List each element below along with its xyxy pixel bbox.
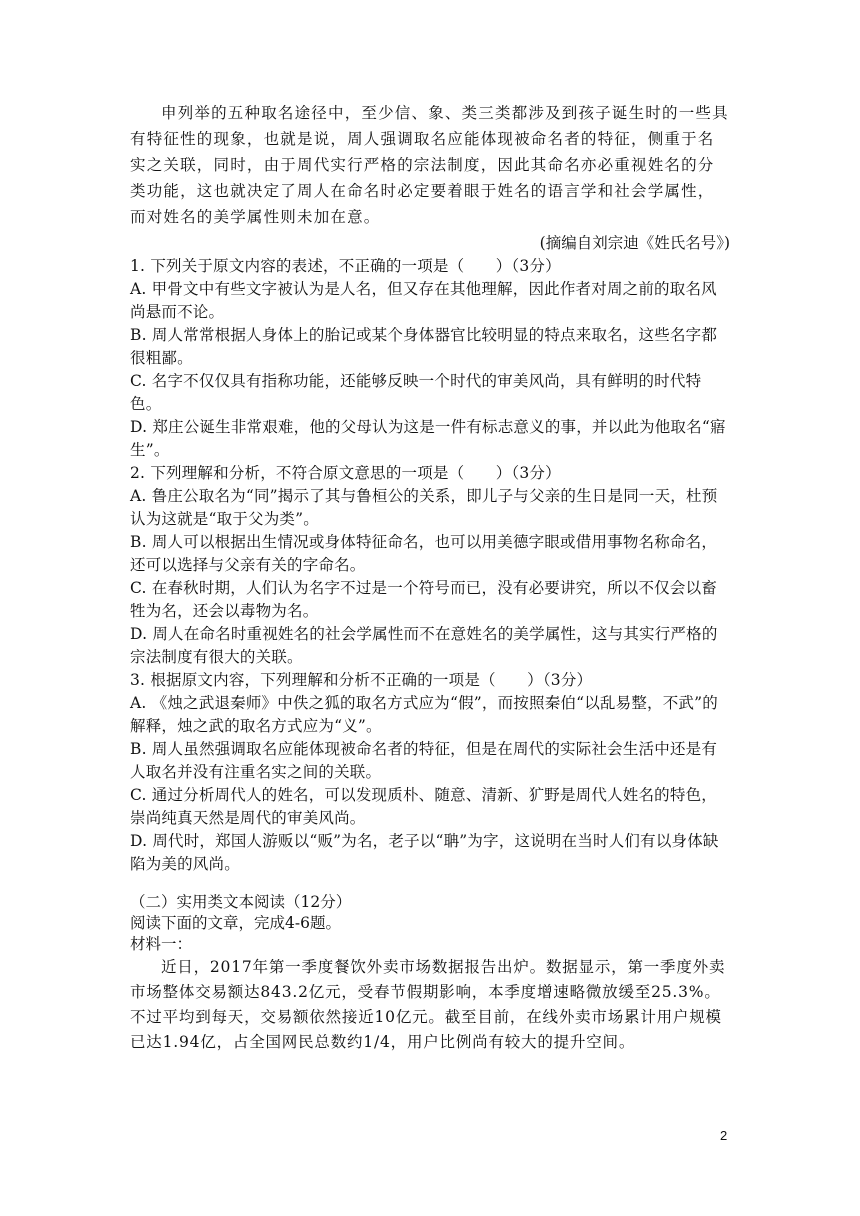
question-option: B. 周人虽然强调取名应能体现被命名者的特征，但是在周代的实际社会生活中还是有人取名并没有注重名实之间的关联。 bbox=[130, 740, 718, 781]
question-option: B. 周人常常根据人身体上的胎记或某个身体器官比较明显的特点来取名，这些名字都很粗鄙。 bbox=[130, 326, 718, 367]
question-option: D. 郑庄公诞生非常艰难，他的父母认为这是一件有标志意义的事，并以此为他取名“寤生”。 bbox=[130, 418, 726, 459]
question-1 bbox=[130, 255, 730, 462]
question-stem: 2. 下列理解和分析，不符合原文意思的一项是（ ）（3分） bbox=[130, 464, 561, 482]
question-option: C. 名字不仅仅具有指称功能，还能够反映一个时代的审美风尚，具有鲜明的时代特色。 bbox=[130, 372, 702, 413]
page-content bbox=[130, 100, 730, 1055]
page-number: 2 bbox=[720, 1128, 728, 1143]
passage-source: (摘编自刘宗迪《姓氏名号》) bbox=[539, 234, 730, 252]
question-2 bbox=[130, 462, 730, 669]
passage-paragraph: 申列举的五种取名途径中，至少信、象、类三类都涉及到孩子诞生时的一些具有特征性的现象，也就是说，周人强调取名应能体现被命名者的特征，侧重于名实之关联，同时，由于周代实行严格的宗法制度，因此其命名亦必重视姓名的分类功能，这也就决定了周人在命名时必定要着眼于姓名的语言学和社会学属性，而对姓名的美学属性则未加在意。 bbox=[130, 104, 729, 226]
question-3 bbox=[130, 669, 730, 876]
question-option: A. 甲骨文中有些文字被认为是人名，但又存在其他理解，因此作者对周之前的取名风尚悬而不论。 bbox=[130, 280, 717, 321]
material-paragraph: 近日，2017年第一季度餐饮外卖市场数据报告出炉。数据显示，第一季度外卖市场整体交易额达843.2亿元，受春节假期影响，本季度增速略微放缓至25.3%。不过平均到每天，交易额依然接近10亿元。截至目前，在线外卖市场累计用户规模已达1.94亿，占全国网民总数约1/4，用户比例尚有较大的提升空间。 bbox=[130, 958, 726, 1051]
section-instruction: 阅读下面的文章，完成4-6题。 bbox=[130, 914, 341, 932]
question-option: C. 在春秋时期，人们认为名字不过是一个符号而已，没有必要讲究，所以不仅会以畜牲为名，还会以毒物为名。 bbox=[130, 579, 717, 620]
question-stem: 3. 根据原文内容，下列理解和分析不正确的一项是（ ）（3分） bbox=[130, 671, 593, 689]
question-option: D. 周代时，郑国人游贩以“贩”为名，老子以“聃”为字，这说明在当时人们有以身体缺陷为美的风尚。 bbox=[130, 832, 719, 873]
section-2 bbox=[130, 892, 730, 1055]
question-stem: 1. 下列关于原文内容的表述，不正确的一项是（ ）（3分） bbox=[130, 257, 561, 275]
section-heading: （二）实用类文本阅读（12分） bbox=[130, 893, 352, 911]
question-option: D. 周人在命名时重视姓名的社会学属性而不在意姓名的美学属性，这与其实行严格的宗法制度有很大的关联。 bbox=[130, 625, 718, 666]
question-option: A. 《烛之武退秦师》中佚之狐的取名方式应为“假”，而按照秦伯“以乱易整，不武”的解释，烛之武的取名方式应为“义”。 bbox=[130, 694, 718, 735]
section-gap bbox=[130, 876, 730, 892]
question-option: C. 通过分析周代人的姓名，可以发现质朴、随意、清新、犷野是周代人姓名的特色，崇尚纯真天然是周代的审美风尚。 bbox=[130, 786, 717, 827]
question-option: B. 周人可以根据出生情况或身体特征命名，也可以用美德字眼或借用事物名称命名，还可以选择与父亲有关的字命名。 bbox=[130, 533, 718, 574]
material-label: 材料一： bbox=[130, 935, 193, 953]
question-option: A. 鲁庄公取名为“同”揭示了其与鲁桓公的关系，即儿子与父亲的生日是同一天，杜预认为这就是“取于父为类”。 bbox=[130, 487, 718, 528]
